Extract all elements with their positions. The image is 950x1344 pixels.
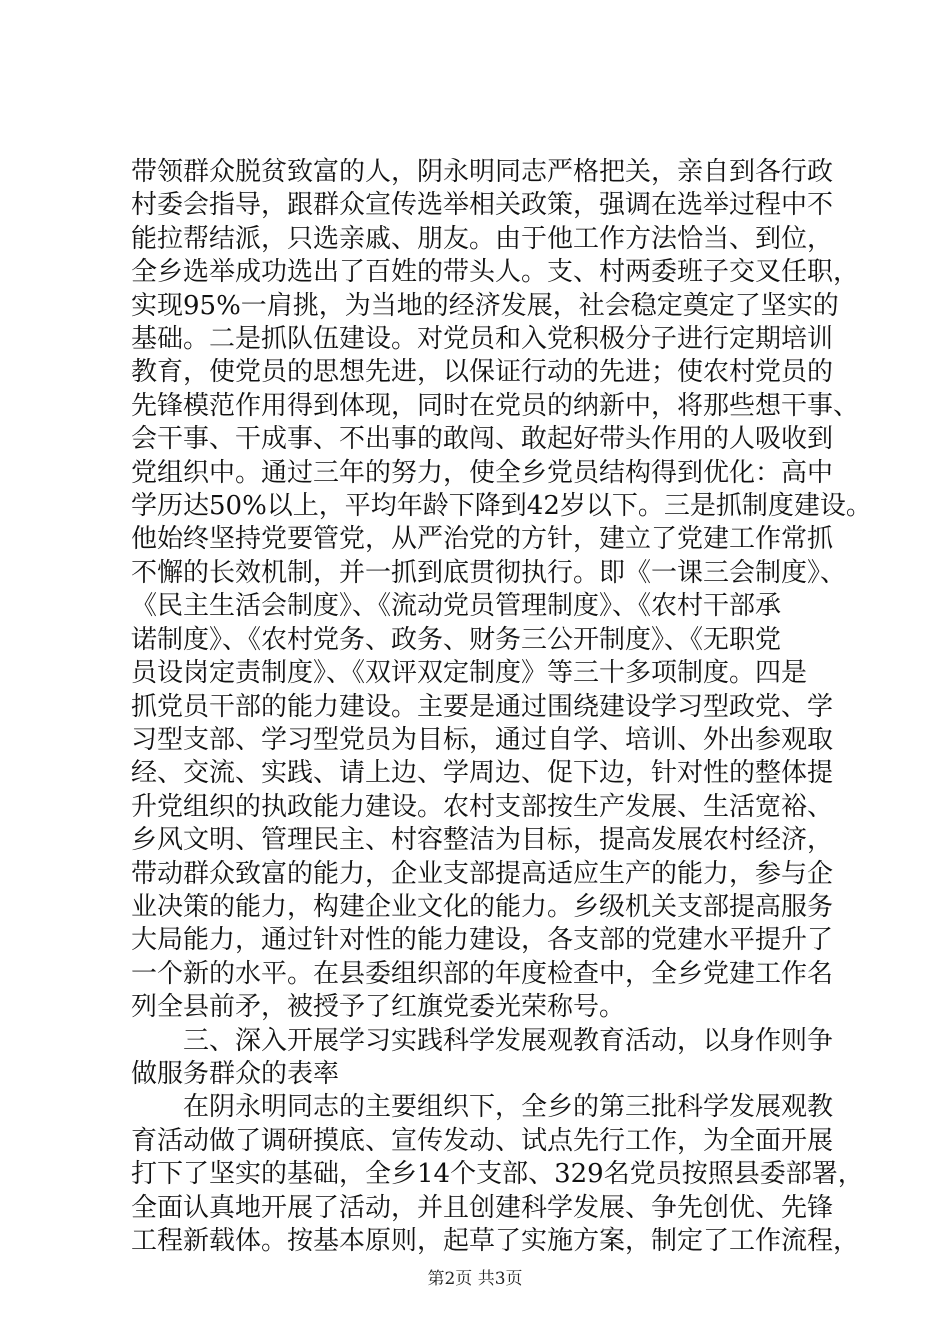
- text-line: 经、交流、实践、请上边、学周边、促下边，针对性的整体提: [131, 758, 834, 789]
- text-line: 村委会指导，跟群众宣传选举相关政策，强调在选举过程中不: [131, 190, 834, 221]
- text-line: 三、深入开展学习实践科学发展观教育活动，以身作则争: [131, 1025, 834, 1056]
- text-line: 基础。二是抓队伍建设。对党员和入党积极分子进行定期培训: [131, 324, 834, 355]
- text-line: 员设岗定责制度》、《双评双定制度》等三十多项制度。四是: [131, 658, 808, 689]
- text-line: 升党组织的执政能力建设。农村支部按生产发展、生活宽裕、: [131, 791, 834, 822]
- text-line: 打下了坚实的基础，全乡14个支部、329名党员按照县委部署，: [131, 1159, 864, 1190]
- text-line: 《民主生活会制度》、《流动党员管理制度》、《农村干部承: [131, 591, 782, 622]
- text-line: 教育，使党员的思想先进，以保证行动的先进；使农村党员的: [131, 357, 834, 388]
- text-line: 育活动做了调研摸底、宣传发动、试点先行工作，为全面开展: [131, 1125, 834, 1156]
- text-line: 党组织中。通过三年的努力，使全乡党员结构得到优化：高中: [131, 457, 834, 488]
- text-line: 在阴永明同志的主要组织下，全乡的第三批科学发展观教: [131, 1092, 834, 1123]
- text-line: 工程新载体。按基本原则，起草了实施方案，制定了工作流程，: [131, 1226, 860, 1256]
- text-line: 实现95%一肩挑，为当地的经济发展，社会稳定奠定了坚实的: [131, 290, 839, 321]
- text-line: 不懈的长效机制，并一抓到底贯彻执行。即《一课三会制度》、: [131, 557, 847, 588]
- text-line: 业决策的能力，构建企业文化的能力。乡级机关支部提高服务: [131, 891, 834, 922]
- text-line: 乡风文明、管理民主、村容整洁为目标，提高发展农村经济，: [131, 825, 834, 856]
- text-line: 先锋模范作用得到体现，同时在党员的纳新中，将那些想干事、: [131, 390, 860, 421]
- text-line: 大局能力，通过针对性的能力建设，各支部的党建水平提升了: [131, 925, 834, 956]
- text-line: 诺制度》、《农村党务、政务、财务三公开制度》、《无职党: [131, 624, 782, 655]
- text-line: 他始终坚持党要管党，从严治党的方针，建立了党建工作常抓: [131, 524, 834, 555]
- text-line: 列全县前矛，被授予了红旗党委光荣称号。: [131, 992, 626, 1023]
- text-line: 全乡选举成功选出了百姓的带头人。支、村两委班子交叉任职，: [131, 257, 860, 288]
- text-line: 抓党员干部的能力建设。主要是通过围绕建设学习型政党、学: [131, 691, 834, 722]
- text-line: 习型支部、学习型党员为目标，通过自学、培训、外出参观取: [131, 724, 834, 755]
- text-line: 带领群众脱贫致富的人，阴永明同志严格把关，亲自到各行政: [131, 157, 834, 187]
- text-line: 学历达50%以上，平均年龄下降到42岁以下。三是抓制度建设。: [131, 491, 872, 522]
- body-text: [131, 156, 872, 1258]
- text-line: 会干事、干成事、不出事的敢闯、敢起好带头作用的人吸收到: [131, 424, 834, 455]
- text-line: 能拉帮结派，只选亲戚、朋友。由于他工作方法恰当、到位，: [131, 223, 834, 254]
- text-line: 全面认真地开展了活动，并且创建科学发展、争先创优、先锋: [131, 1192, 834, 1223]
- text-line: 带动群众致富的能力，企业支部提高适应生产的能力，参与企: [131, 858, 834, 889]
- page-footer: 第2页 共3页: [427, 1269, 523, 1289]
- text-line: 一个新的水平。在县委组织部的年度检查中，全乡党建工作名: [131, 958, 834, 989]
- text-line: 做服务群众的表率: [131, 1058, 340, 1089]
